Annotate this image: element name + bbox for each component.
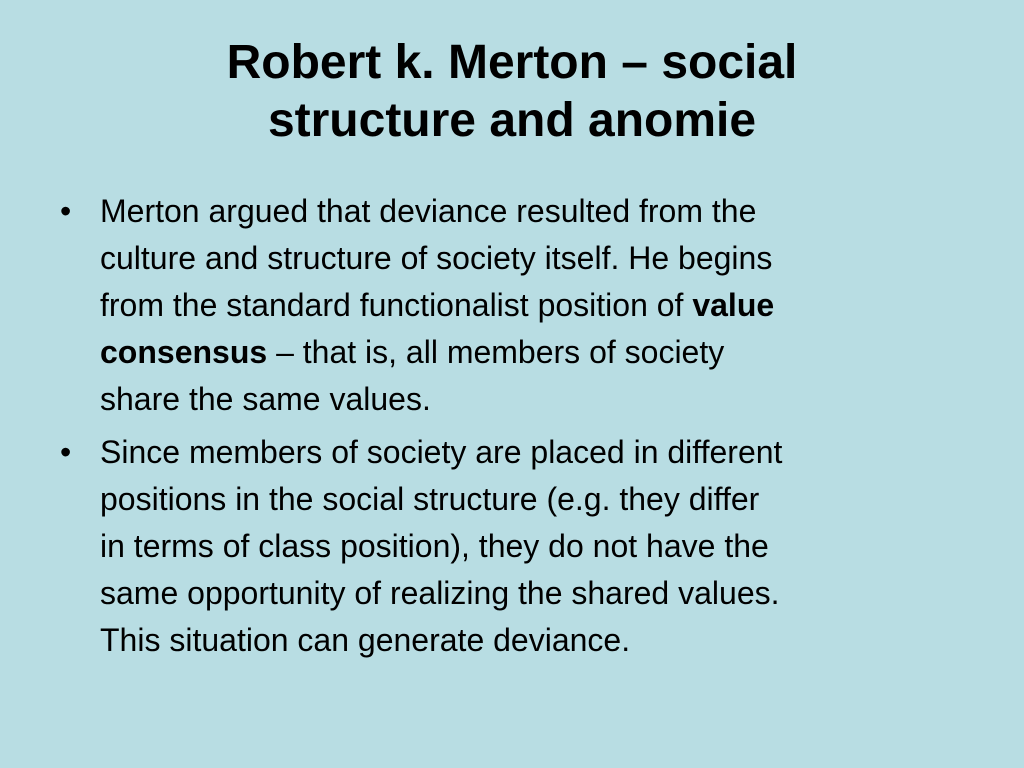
bullet-text xyxy=(100,429,974,664)
bullet-line xyxy=(100,282,974,329)
bullet-item xyxy=(54,188,974,423)
bullet-list xyxy=(54,188,974,670)
bullet-text xyxy=(100,188,974,423)
bullet-line xyxy=(100,329,974,376)
bullet-line: culture and structure of society itself. He begins xyxy=(100,240,773,276)
title-line: structure and anomie xyxy=(267,94,757,147)
bullet-line-text: – that is, all members of society xyxy=(267,334,725,370)
title-line: Robert k. Merton – social xyxy=(226,36,798,89)
bullet-line-text: from the standard functionalist position of xyxy=(100,287,693,323)
bullet-icon: • xyxy=(60,434,72,470)
bullet-icon: • xyxy=(60,193,72,229)
bullet-line: positions in the social structure (e.g. they differ xyxy=(100,481,760,517)
bullet-line: Since members of society are placed in different xyxy=(100,434,783,470)
bullet-item xyxy=(54,429,974,664)
bullet-line: This situation can generate deviance. xyxy=(100,622,631,658)
bold-term: consensus xyxy=(100,334,268,370)
bullet-line: same opportunity of realizing the shared values. xyxy=(100,575,780,611)
slide-title xyxy=(60,34,964,150)
bullet-line: Merton argued that deviance resulted from the xyxy=(100,193,757,229)
bold-term: value xyxy=(692,287,775,323)
bullet-line: share the same values. xyxy=(100,381,431,417)
bullet-line: in terms of class position), they do not have the xyxy=(100,528,769,564)
